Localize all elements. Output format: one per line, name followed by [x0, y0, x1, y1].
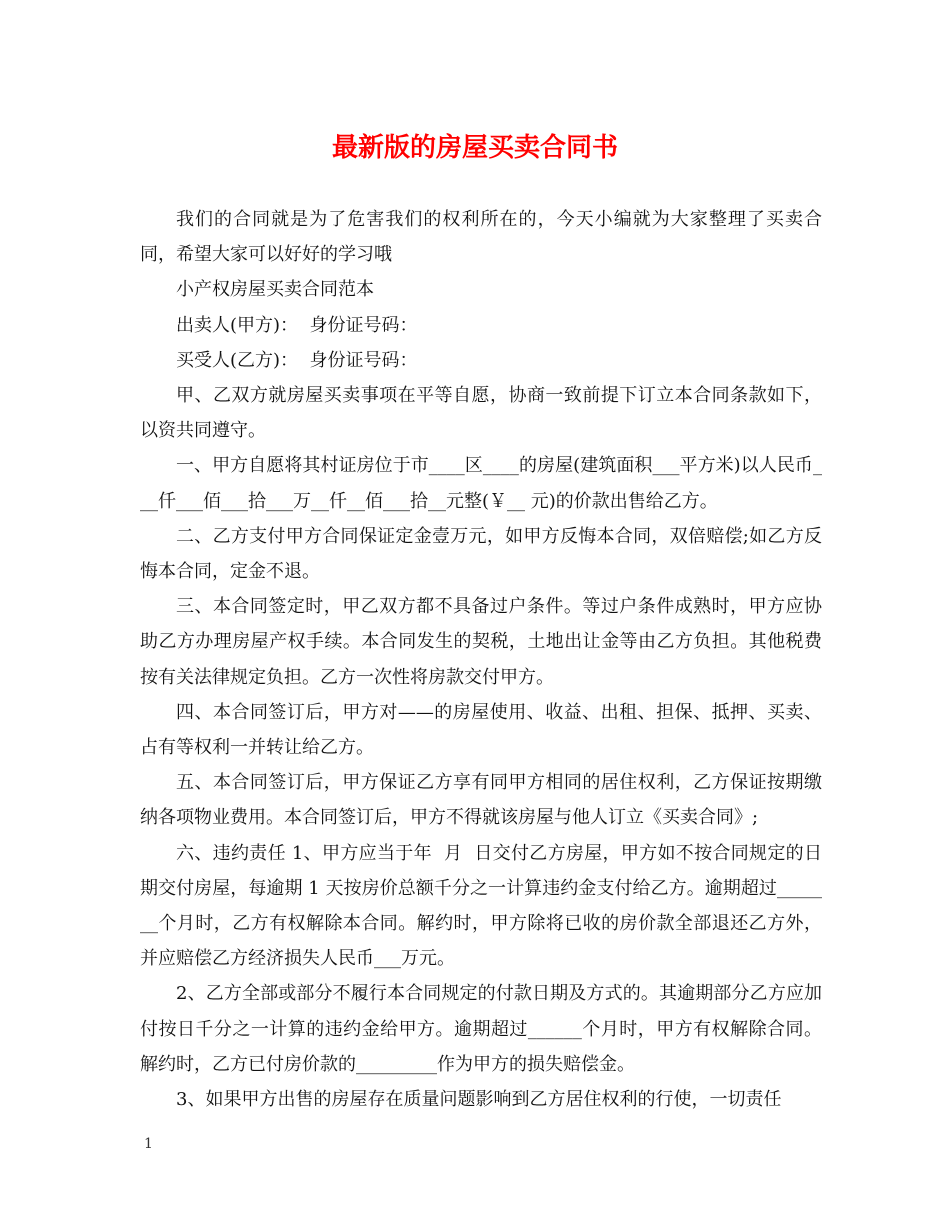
document-title: 最新版的房屋买卖合同书: [331, 133, 618, 163]
paragraph-clause-5: 五、本合同签订后，甲方保证乙方享有同甲方相同的居住权利，乙方保证按期缴纳各项物业费用。本合同签订后，甲方不得就该房屋与他人订立《买卖合同》;: [140, 772, 822, 829]
paragraph-clause-4: 四、本合同签订后，甲方对——的房屋使用、收益、出租、担保、抵押、买卖、占有等权利一并转让给乙方。: [140, 701, 822, 759]
document-body: [140, 202, 822, 1117]
paragraph-buyer: 买受人(乙方)： 身份证号码：: [176, 349, 418, 371]
paragraph-clause-6-2: 2、乙方全部或部分不履行本合同规定的付款日期及方式的。其逾期部分乙方应加付按日千分之一计算的违约金给甲方。逾期超过______个月时，甲方有权解除合同。解约时，乙方已付房价款的_________作为甲方的损失赔偿金。: [140, 983, 822, 1075]
paragraph-clause-2: 二、乙方支付甲方合同保证定金壹万元，如甲方反悔本合同，双倍赔偿;如乙方反悔本合同，定金不退。: [140, 525, 822, 583]
paragraph-clause-6: 六、违约责任 1、甲方应当于年 月 日交付乙方房屋，甲方如不按合同规定的日期交付房屋，每逾期 1 天按房价总额千分之一计算违约金支付给乙方。逾期超过_______个月时，乙方有权解除本合同。解约时，甲方除将已收的房价款全部退还乙方外，并应赔偿乙方经济损失人民币___万元。: [140, 842, 822, 970]
paragraph-preamble: 甲、乙双方就房屋买卖事项在平等自愿，协商一致前提下订立本合同条款如下，以资共同遵守。: [140, 385, 822, 442]
page-number: 1: [144, 1136, 153, 1152]
paragraph-intro: 我们的合同就是为了危害我们的权利所在的，今天小编就为大家整理了买卖合同，希望大家可以好好的学习哦: [140, 209, 822, 266]
paragraph-clause-6-3: 3、如果甲方出售的房屋存在质量问题影响到乙方居住权利的行使，一切责任: [176, 1089, 782, 1111]
paragraph-contract-name: 小产权房屋买卖合同范本: [176, 279, 374, 301]
paragraph-clause-1: 一、甲方自愿将其村证房位于市____区____的房屋(建筑面积___平方米)以人民币___仟___佰___拾___万__仟__佰___拾__元整(￥__ 元)的价款出售给乙方。: [140, 455, 822, 512]
paragraph-seller: 出卖人(甲方)： 身份证号码：: [176, 314, 418, 336]
paragraph-clause-3: 三、本合同签定时，甲乙双方都不具备过户条件。等过户条件成熟时，甲方应协助乙方办理房屋产权手续。本合同发生的契税，土地出让金等由乙方负担。其他税费按有关法律规定负担。乙方一次性将房款交付甲方。: [140, 596, 822, 688]
